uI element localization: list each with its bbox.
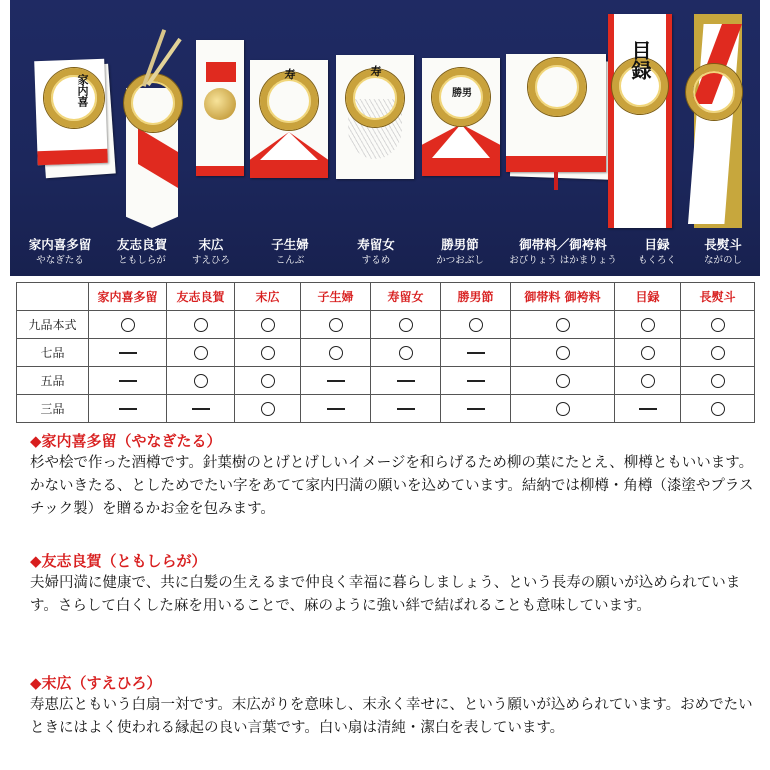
table-cell [371,367,441,395]
column-header: 御帯料 御袴料 [511,283,615,311]
photo-item-konbu [250,60,332,180]
not-included-mark [467,408,485,410]
column-header: 末広 [235,283,301,311]
section-tomoshiraga [30,550,755,618]
table-row [17,339,755,367]
label-tomoshiraga: 友志良賀 ともしらが [116,237,167,266]
table-row [17,311,755,339]
included-mark [329,318,343,332]
not-included-mark [467,352,485,354]
photo-item-yanagitaru [36,60,120,180]
table-cell [511,367,615,395]
table-header-row [17,283,755,311]
included-mark [469,318,483,332]
label-suehiro: 末広 すえひろ [191,237,230,266]
inscription-katsuo: 勝男 [452,88,472,99]
not-included-mark [327,380,345,382]
table-cell [371,311,441,339]
included-mark [641,374,655,388]
not-included-mark [327,408,345,410]
included-mark [329,346,343,360]
included-mark [261,402,275,416]
product-label-row [10,236,760,276]
column-header: 子生婦 [301,283,371,311]
included-mark [399,346,413,360]
table-row [17,395,755,423]
row-label: 九品本式 [17,311,89,339]
table-cell [681,367,755,395]
not-included-mark [119,380,137,382]
table-corner-cell [17,283,89,311]
included-mark [121,318,135,332]
included-mark [556,374,570,388]
label-obiryou-hakamaryou: 御帯料／御袴料 おびりょう はかまりょう [509,237,617,266]
table-cell [89,311,167,339]
included-mark [261,374,275,388]
row-label: 五品 [17,367,89,395]
included-mark [194,374,208,388]
set-composition-table [16,282,755,423]
label-surume: 寿留女 するめ [357,237,395,266]
table-cell [301,339,371,367]
table-cell [511,311,615,339]
included-mark [399,318,413,332]
included-mark [711,374,725,388]
table-cell [441,395,511,423]
section-heading: ◆友志良賀（ともしらが） [30,552,207,570]
table-cell [371,339,441,367]
table-cell [167,367,235,395]
photo-item-suehiro [196,40,252,180]
table-cell [441,311,511,339]
not-included-mark [397,408,415,410]
section-body: 夫婦円満に健康で、共に白髪の生えるまで仲良く幸福に暮らしましょう、という長寿の願いが込められています。さらして白くした麻を用いることで、麻のように強い絆で結ばれることも意味しています。 [30,575,741,614]
yuino-items-photo [10,0,760,230]
column-header: 家内喜多留 [89,283,167,311]
not-included-mark [119,352,137,354]
inscription-kotobuki-1: 寿 [284,68,296,81]
table-cell [615,339,681,367]
label-naganoshi: 長熨斗 ながのし [703,237,742,266]
not-included-mark [119,408,137,410]
section-suehiro [30,672,755,740]
table-cell [441,367,511,395]
table-cell [615,311,681,339]
included-mark [556,318,570,332]
photo-item-tomoshiraga [118,28,192,228]
not-included-mark [467,380,485,382]
column-header: 寿留女 [371,283,441,311]
column-header: 勝男節 [441,283,511,311]
table-row [17,367,755,395]
table-cell [441,339,511,367]
table-cell [511,395,615,423]
not-included-mark [639,408,657,410]
included-mark [641,318,655,332]
label-mokuroku: 目録 もくろく [637,237,676,266]
not-included-mark [192,408,210,410]
photo-item-obiryou-hakamaryou [506,50,618,190]
section-heading: ◆末広（すえひろ） [30,674,162,692]
column-header: 友志良賀 [167,283,235,311]
table-cell [89,395,167,423]
inscription-mokuroku: 目録 [628,40,652,80]
inscription-kotobuki-2: 寿 [370,65,382,78]
included-mark [194,346,208,360]
photo-item-mokuroku [608,14,678,230]
section-body: 寿恵広ともいう白扇一対です。末広がりを意味し、末永く幸せに、という願いが込められています。おめでたいときにはよく使われる縁起の良い言葉です。白い扇は清純・潔白を表しています。 [30,697,753,736]
photo-item-surume [336,55,418,181]
included-mark [711,346,725,360]
table-cell [235,311,301,339]
included-mark [556,402,570,416]
included-mark [711,402,725,416]
table-cell [615,395,681,423]
included-mark [261,318,275,332]
row-label: 七品 [17,339,89,367]
column-header: 長熨斗 [681,283,755,311]
table-cell [167,339,235,367]
included-mark [711,318,725,332]
photo-item-katsuobushi [422,58,504,180]
table-cell [167,395,235,423]
included-mark [641,346,655,360]
photo-item-naganoshi [680,14,758,230]
table-cell [301,311,371,339]
table-cell [235,367,301,395]
table-cell [681,395,755,423]
table-cell [167,311,235,339]
table-cell [681,311,755,339]
included-mark [194,318,208,332]
table-cell [89,339,167,367]
table-cell [89,367,167,395]
section-heading: ◆家内喜多留（やなぎたる） [30,432,222,450]
section-yanagitaru [30,430,755,521]
inscription-kanaiki: 家内喜 [76,74,89,107]
row-label: 三品 [17,395,89,423]
label-konbu: 子生婦 こんぶ [271,237,309,266]
label-yanagitaru: 家内喜多留 やなぎたる [28,237,92,266]
included-mark [556,346,570,360]
included-mark [261,346,275,360]
table-cell [615,367,681,395]
table-cell [235,395,301,423]
table-cell [235,339,301,367]
table-cell [511,339,615,367]
label-katsuobushi: 勝男節 かつおぶし [436,237,484,266]
table-cell [371,395,441,423]
table-cell [301,367,371,395]
not-included-mark [397,380,415,382]
section-body: 杉や桧で作った酒樽です。針葉樹のとげとげしいイメージを和らげるため柳の葉にたとえ、柳樽ともいいます。かないきたる、としためでたい字をあてて家内円満の願いを込めています。結納では柳樽・角樽（漆塗やプラスチック製）を贈るかお金を包みます。 [30,455,754,517]
column-header: 目録 [615,283,681,311]
product-photo-banner [10,0,760,276]
table-cell [681,339,755,367]
table-cell [301,395,371,423]
